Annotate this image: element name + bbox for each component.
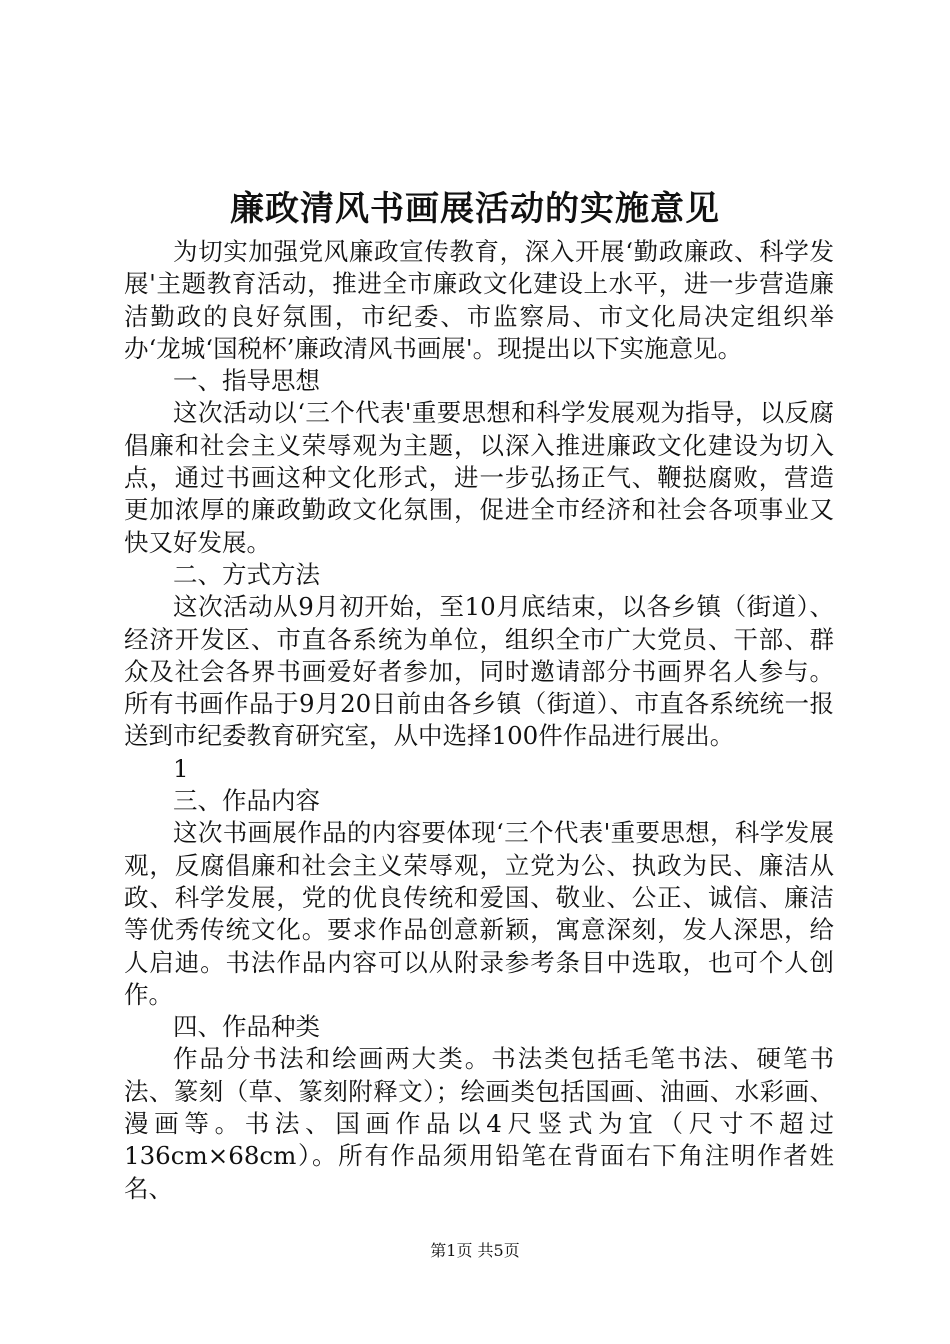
methods-paragraph: 这次活动从9月初开始，至10月底结束，以各乡镇（街道）、经济开发区、市直各系统为单位，组织全市广大党员、干部、群众及社会各界书画爱好者参加，同时邀请部分书画界名人参与。所有书画作品于9月20日前由各乡镇（街道）、市直各系统统一报送到市纪委教育研究室，从中选择100件作品进行展出。 xyxy=(124,592,834,751)
categories-paragraph: 作品分书法和绘画两大类。书法类包括毛笔书法、硬笔书法、篆刻（草、篆刻附释文）；绘画类包括国画、油画、水彩画、漫画等。书法、国画作品以4尺竖式为宜（尺寸不超过136cm×68cm）。所有作品须用铅笔在背面右下角注明作者姓名、 xyxy=(124,1044,834,1203)
page-footer: 第1页 共5页 xyxy=(430,1241,520,1260)
intro-paragraph: 为切实加强党风廉政宣传教育，深入开展‘勤政廉政、科学发展'主题教育活动，推进全市廉政文化建设上水平，进一步营造廉洁勤政的良好氛围，市纪委、市监察局、市文化局决定组织举办‘龙城‘国税杯’廉政清风书画展'。现提出以下实施意见。 xyxy=(124,237,834,363)
stray-number: 1 xyxy=(173,753,189,783)
section-heading-methods: 二、方式方法 xyxy=(173,559,320,589)
section-heading-categories: 四、作品种类 xyxy=(173,1012,320,1042)
section-heading-guiding-ideology: 一、指导思想 xyxy=(173,366,320,396)
content-paragraph: 这次书画展作品的内容要体现‘三个代表'重要思想，科学发展观，反腐倡廉和社会主义荣辱观，立党为公、执政为民、廉洁从政、科学发展，党的优良传统和爱国、敬业、公正、诚信、廉洁等优秀传统文化。要求作品创意新颖，寓意深刻，发人深思，给人启迪。书法作品内容可以从附录参考条目中选取，也可个人创作。 xyxy=(124,818,834,1009)
document-body xyxy=(124,236,834,1205)
document-title: 廉政清风书画展活动的实施意见 xyxy=(230,189,720,229)
guiding-ideology-paragraph: 这次活动以‘三个代表'重要思想和科学发展观为指导，以反腐倡廉和社会主义荣辱观为主题，以深入推进廉政文化建设为切入点，通过书画这种文化形式，进一步弘扬正气、鞭挞腐败，营造更加浓厚的廉政勤政文化氛围，促进全市经济和社会各项事业又快又好发展。 xyxy=(124,398,834,557)
section-heading-content: 三、作品内容 xyxy=(173,786,320,816)
